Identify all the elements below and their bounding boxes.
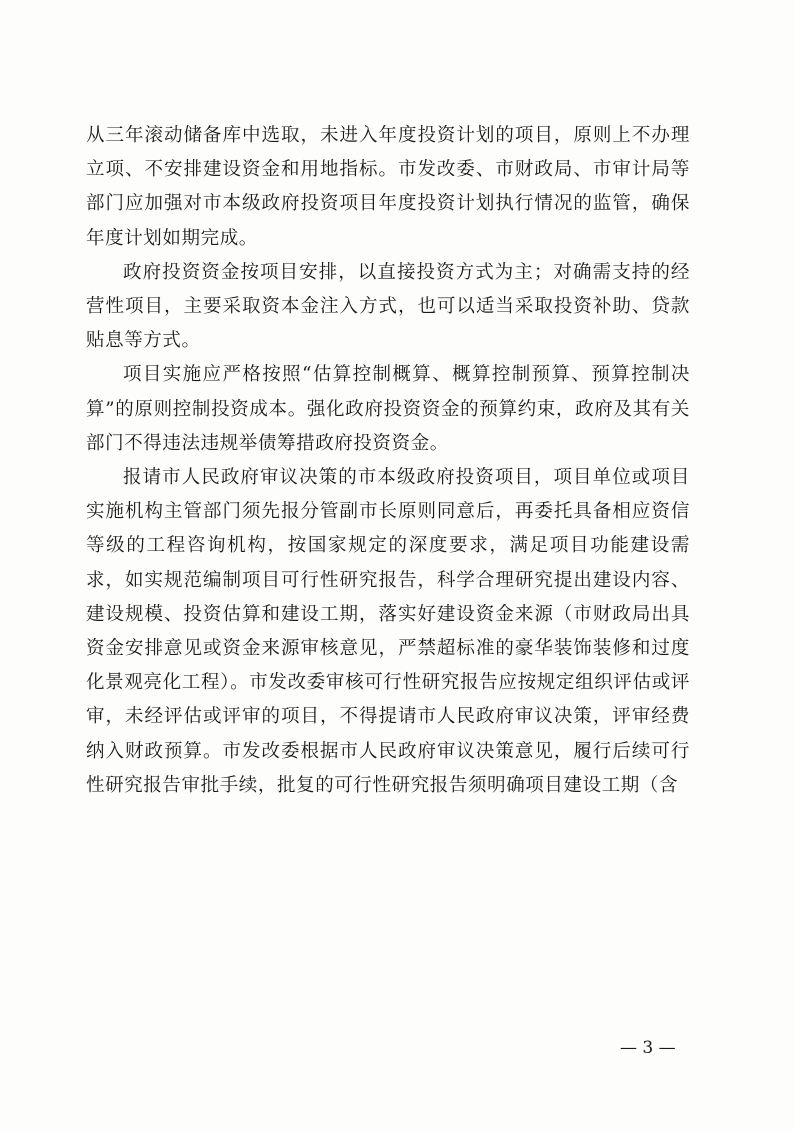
- page-number: — 3 —: [620, 1038, 676, 1058]
- document-body: [86, 119, 690, 803]
- paragraph-1: 从三年滚动储备库中选取，未进入年度投资计划的项目，原则上不办理立项、不安排建设资金和用地指标。市发改委、市财政局、市审计局等部门应加强对市本级政府投资项目年度投资计划执行情况的监管，确保年度计划如期完成。: [86, 125, 690, 249]
- paragraph-3: 项目实施应严格按照“估算控制概算、概算控制预算、预算控制决算”的原则控制投资成本。强化政府投资资金的预算约束，政府及其有关部门不得违法违规举债筹措政府投资资金。: [86, 364, 690, 454]
- paragraph-2: 政府投资资金按项目安排，以直接投资方式为主；对确需支持的经营性项目，主要采取资本金注入方式，也可以适当采取投资补助、贷款贴息等方式。: [86, 261, 690, 352]
- paragraph-4: 报请市人民政府审议决策的市本级政府投资项目，项目单位或项目实施机构主管部门须先报分管副市长原则同意后，再委托具备相应资信等级的工程咨询机构，按国家规定的深度要求，满足项目功能建设需求，如实规范编制项目可行性研究报告，科学合理研究提出建设内容、建设规模、投资估算和建设工期，落实好建设资金来源（市财政局出具资金安排意见或资金来源审核意见，严禁超标准的豪华装饰装修和过度化景观亮化工程）。市发改委审核可行性研究报告应按规定组织评估或评审，未经评估或评审的项目，不得提请市人民政府审议决策，评审经费纳入财政预算。市发改委根据市人民政府审议决策意见，履行后续可行性研究报告审批手续，批复的可行性研究报告须明确项目建设工期（含: [86, 467, 690, 796]
